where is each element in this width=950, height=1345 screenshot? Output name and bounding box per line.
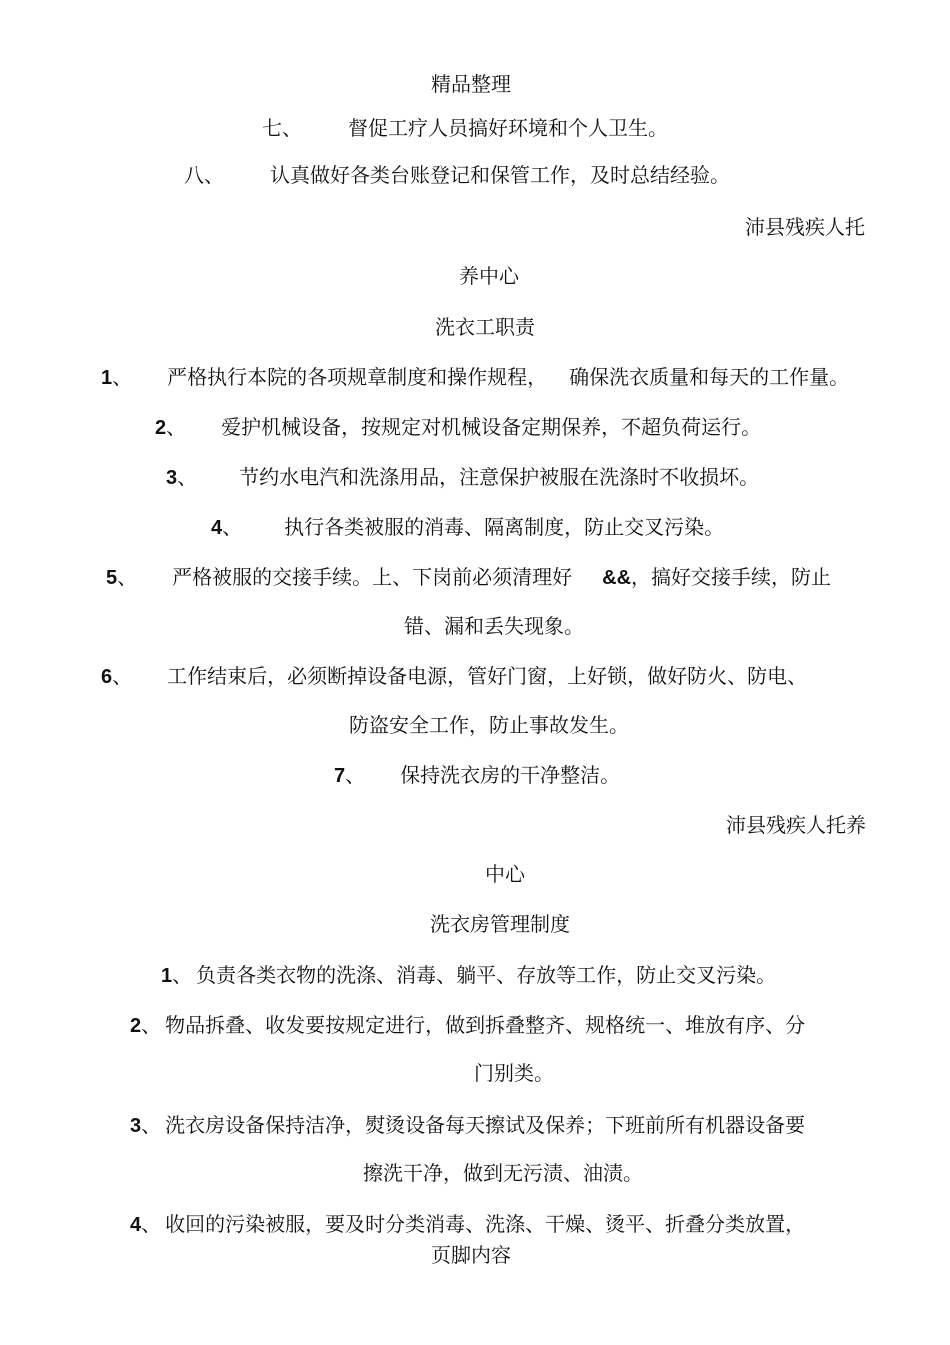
- item-number: 3: [130, 1115, 142, 1137]
- list-item: [184, 162, 730, 188]
- signature: 沛县残疾人托养: [726, 813, 866, 837]
- item-number: 5: [106, 567, 118, 589]
- list-item: [161, 962, 776, 989]
- item-text: 收回的污染被服，要及时分类消毒、洗涤、干燥、烫平、折叠分类放置，: [165, 1212, 806, 1236]
- item-separator: 、: [141, 1013, 162, 1037]
- list-item-continuation: 门别类。: [474, 1061, 554, 1085]
- item-separator: 、: [172, 963, 193, 987]
- section-title: 洗衣房管理制度: [430, 912, 570, 936]
- signature: 中心: [485, 862, 525, 886]
- signature: 养中心: [459, 264, 519, 288]
- section-title: 洗衣工职责: [435, 315, 535, 339]
- item-number: 2: [130, 1015, 142, 1037]
- list-item: [334, 762, 620, 789]
- list-item-continuation: 擦洗干净，做到无污渍、油渍。: [363, 1161, 643, 1185]
- item-separator: 、: [112, 664, 133, 688]
- list-item: [101, 663, 807, 690]
- item-text: 物品拆叠、收发要按规定进行，做到拆叠整齐、规格统一、堆放有序、分: [165, 1013, 806, 1037]
- item-text: 督促工疗人员搞好环境和个人卫生。: [348, 116, 668, 140]
- item-separator: 、: [166, 415, 187, 439]
- list-item: [155, 414, 761, 441]
- list-item: [101, 364, 849, 391]
- list-item: [166, 464, 759, 491]
- item-number: 4: [130, 1214, 142, 1236]
- list-item-continuation: 防盗安全工作，防止事故发生。: [349, 713, 629, 737]
- item-number: 1: [101, 367, 113, 389]
- page-footer: 页脚内容: [431, 1243, 511, 1267]
- list-item: [211, 514, 724, 541]
- item-text: ，搞好交接手续，防止: [631, 565, 832, 589]
- signature: 沛县残疾人托: [745, 215, 865, 239]
- item-number: 3: [166, 467, 178, 489]
- item-text: 认真做好各类台账登记和保管工作，及时总结经验。: [270, 163, 730, 187]
- item-text: 洗衣房设备保持洁净，熨烫设备每天擦试及保养；下班前所有机器设备要: [165, 1113, 806, 1137]
- item-separator: 、: [141, 1113, 162, 1137]
- list-item: [130, 1112, 805, 1139]
- item-number: 7: [334, 765, 346, 787]
- item-separator: 、: [117, 565, 138, 589]
- item-separator: 、: [222, 515, 243, 539]
- page-header: 精品整理: [431, 72, 511, 96]
- item-text: 执行各类被服的消毒、隔离制度，防止交叉污染。: [284, 515, 725, 539]
- item-number: 1: [161, 965, 173, 987]
- list-item: [130, 1211, 805, 1238]
- item-separator: 、: [112, 365, 133, 389]
- item-text: 节约水电汽和洗涤用品，注意保护被服在洗涤时不收损坏。: [239, 465, 760, 489]
- item-text: 严格被服的交接手续。上、下岗前必须清理好: [172, 565, 573, 589]
- item-text: 严格执行本院的各项规章制度和操作规程，: [167, 365, 548, 389]
- list-item: [262, 115, 668, 141]
- item-text: 保持洗衣房的干净整洁。: [400, 763, 621, 787]
- list-item: [106, 564, 831, 591]
- list-item: [130, 1012, 805, 1039]
- item-separator: 、: [345, 763, 366, 787]
- list-item-continuation: 错、漏和丢失现象。: [404, 614, 584, 638]
- item-text: 确保洗衣质量和每天的工作量。: [569, 365, 850, 389]
- placeholder-mark: &&: [602, 567, 632, 589]
- item-number: 6: [101, 666, 113, 688]
- item-text: 爱护机械设备，按规定对机械设备定期保养，不超负荷运行。: [221, 415, 762, 439]
- item-number: 4: [211, 517, 223, 539]
- item-number: 七、: [262, 116, 302, 140]
- item-number: 2: [155, 417, 167, 439]
- item-number: 八、: [184, 163, 224, 187]
- item-text: 负责各类衣物的洗涤、消毒、躺平、存放等工作，防止交叉污染。: [196, 963, 777, 987]
- item-separator: 、: [177, 465, 198, 489]
- item-text: 工作结束后，必须断掉设备电源，管好门窗，上好锁，做好防火、防电、: [167, 664, 808, 688]
- item-separator: 、: [141, 1212, 162, 1236]
